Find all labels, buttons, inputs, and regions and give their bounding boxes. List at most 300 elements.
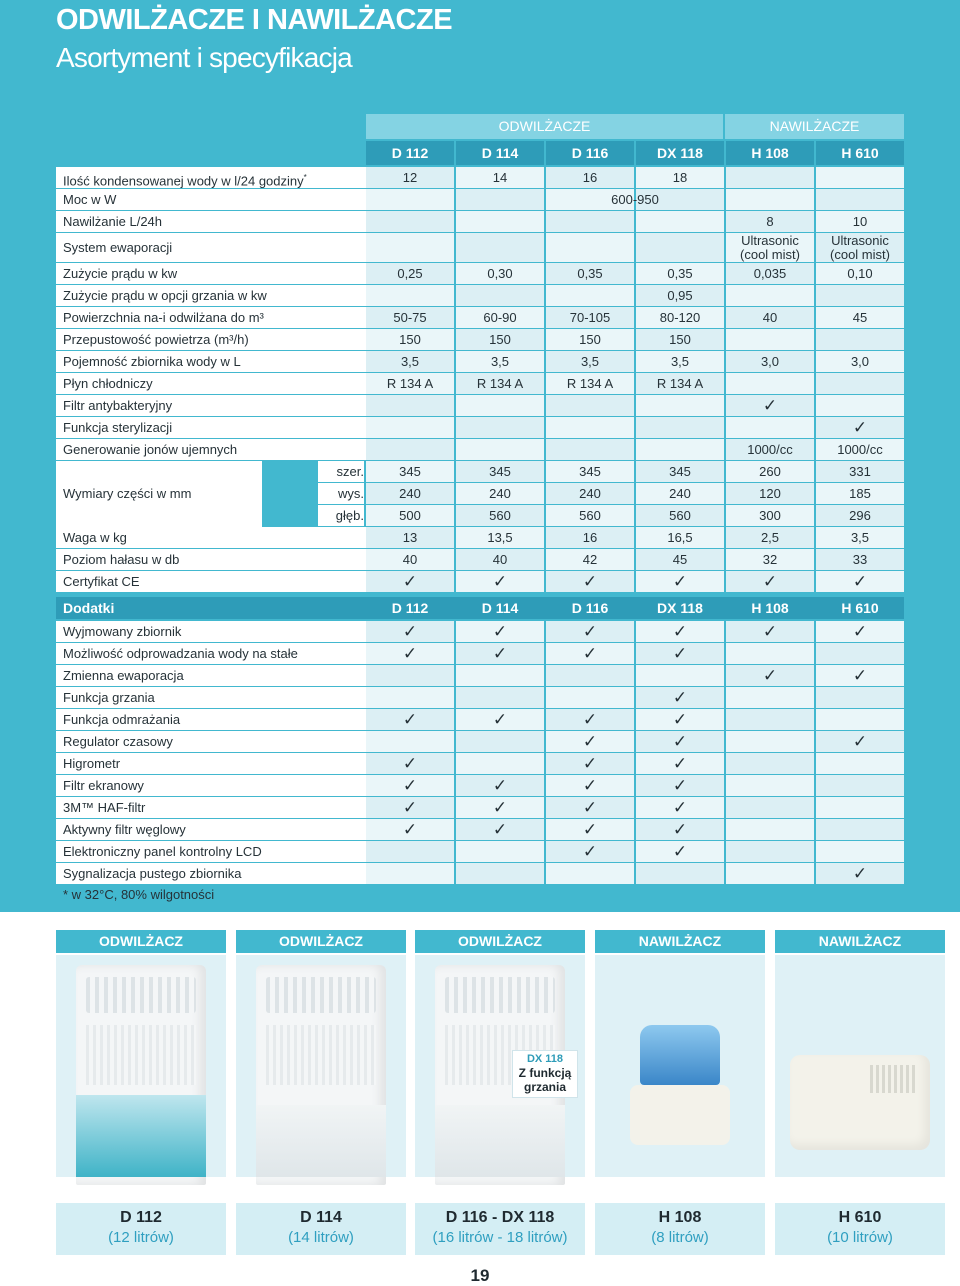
row-label: [56, 549, 366, 570]
table-cell: 331: [816, 461, 904, 482]
row-label: [56, 307, 366, 328]
water-tank: [435, 1105, 565, 1177]
row-label-text: Ilość kondensowanej wody w l/24 godziny: [63, 173, 304, 189]
table-cell: [726, 329, 814, 350]
page-number: 19: [470, 1266, 490, 1285]
table-row: [56, 687, 904, 708]
row-label: [56, 189, 366, 210]
table-cell: 2,5: [726, 527, 814, 548]
table-cell-span: 600-950: [611, 192, 659, 207]
table-row: [56, 527, 904, 548]
table-cell: ✓: [636, 841, 724, 862]
table-cell: ✓: [816, 417, 904, 438]
table-cell: [546, 211, 634, 232]
table-cell: [456, 731, 544, 752]
table-cell: 0,10: [816, 263, 904, 284]
table-cell: [726, 417, 814, 438]
table-cell: 150: [636, 329, 724, 350]
row-label: [56, 351, 366, 372]
row-label-text: Możliwość odprowadzania wody na stałe: [63, 646, 298, 661]
product-capacity: (10 litrów): [827, 1229, 893, 1246]
row-label-text: Higrometr: [63, 756, 121, 771]
table-cell: 260: [726, 461, 814, 482]
table-cell: 0,35: [546, 263, 634, 284]
table-cell: [366, 285, 454, 306]
table-cell: 500: [366, 505, 454, 526]
row-label-text: Funkcja sterylizacji: [63, 420, 173, 435]
table-cell: 240: [546, 483, 634, 504]
table-row: [56, 665, 904, 686]
row-label: [56, 643, 366, 664]
table-row: [56, 167, 904, 188]
table-cell: ✓: [726, 621, 814, 642]
table-cell: 0,035: [726, 263, 814, 284]
model-header: H 610: [816, 141, 904, 165]
table-row: [56, 417, 904, 438]
table-cell: [726, 709, 814, 730]
table-row: [56, 439, 904, 460]
table-cell: ✓: [726, 571, 814, 592]
table-cell: [456, 417, 544, 438]
model-header: D 112: [366, 141, 454, 165]
table-cell: ✓: [636, 571, 724, 592]
model-header: DX 118: [636, 141, 724, 165]
model-header: H 108: [726, 141, 814, 165]
row-label-text: 3M™ HAF-filtr: [63, 800, 146, 815]
table-cell: [636, 417, 724, 438]
table-cell: [726, 775, 814, 796]
row-label: [56, 687, 366, 708]
table-cell: Ultrasonic (cool mist): [816, 233, 904, 262]
table-cell: [726, 797, 814, 818]
table-cell: 18: [636, 167, 724, 188]
air-grille: [266, 977, 376, 1013]
table-cell: 14: [456, 167, 544, 188]
table-cell: 345: [546, 461, 634, 482]
product-name: H 108: [658, 1209, 702, 1226]
table-cell: [816, 709, 904, 730]
row-label: [56, 797, 366, 818]
table-cell: 560: [636, 505, 724, 526]
table-cell: [546, 395, 634, 416]
table-row: [56, 863, 904, 884]
table-cell: ✓: [546, 841, 634, 862]
table-cell: [636, 211, 724, 232]
air-grille: [445, 977, 555, 1013]
product-capacity: (8 litrów): [651, 1229, 709, 1246]
table-cell: ✓: [816, 731, 904, 752]
table-cell: [456, 211, 544, 232]
table-cell: 3,0: [726, 351, 814, 372]
row-label-text: Wyjmowany zbiornik: [63, 624, 182, 639]
row-label-text: Zużycie prądu w kw: [63, 266, 178, 281]
table-cell: ✓: [366, 819, 454, 840]
extras-model-header: H 108: [751, 600, 789, 616]
table-row: [56, 643, 904, 664]
table-cell: [456, 395, 544, 416]
row-label-text: Przepustowość powietrza (m³/h): [63, 332, 249, 347]
table-cell: [816, 775, 904, 796]
row-label-text: Zmienna ewaporacja: [63, 668, 184, 683]
table-cell: ✓: [456, 571, 544, 592]
table-cell: 3,5: [456, 351, 544, 372]
table-cell: ✓: [546, 709, 634, 730]
table-cell: ✓: [366, 775, 454, 796]
product-name: D 112: [120, 1209, 162, 1226]
table-cell: 0,95: [636, 285, 724, 306]
table-cell: 12: [366, 167, 454, 188]
table-cell: ✓: [366, 643, 454, 664]
table-cell: 345: [636, 461, 724, 482]
product-type-label: ODWILŻACZ: [415, 930, 585, 953]
table-cell: [816, 687, 904, 708]
product-capacity: (16 litrów - 18 litrów): [432, 1229, 568, 1246]
table-cell: [546, 687, 634, 708]
table-cell: ✓: [636, 687, 724, 708]
table-cell: ✓: [456, 643, 544, 664]
row-label: [56, 665, 366, 686]
table-cell: 240: [366, 483, 454, 504]
row-label-text: Poziom hałasu w db: [63, 552, 180, 567]
table-row: [56, 753, 904, 774]
table-cell: 0,30: [456, 263, 544, 284]
row-label: [56, 709, 366, 730]
table-cell: ✓: [636, 621, 724, 642]
extras-model-header: H 610: [841, 600, 879, 616]
table-cell: [726, 819, 814, 840]
table-cell: [816, 329, 904, 350]
row-label: [56, 233, 366, 262]
row-label: [56, 285, 366, 306]
table-cell: R 134 A: [636, 373, 724, 394]
table-cell: 10: [816, 211, 904, 232]
table-cell: 185: [816, 483, 904, 504]
row-label-text: Waga w kg: [63, 530, 127, 545]
row-label-text: Moc w W: [63, 192, 117, 207]
product-type-label: NAWILŻACZ: [595, 930, 765, 953]
product-label: [236, 1203, 406, 1255]
table-cell: ✓: [546, 643, 634, 664]
table-row: [56, 307, 904, 328]
table-cell: ✓: [636, 643, 724, 664]
heating-badge: [512, 1050, 578, 1098]
table-cell: 560: [546, 505, 634, 526]
product-image: [595, 955, 765, 1177]
table-cell: ✓: [456, 797, 544, 818]
dimension-sublabel: szer.: [318, 461, 364, 482]
table-cell: [636, 395, 724, 416]
table-cell: ✓: [636, 753, 724, 774]
row-label-text: Sygnalizacja pustego zbiornika: [63, 866, 242, 881]
table-cell: 80-120: [636, 307, 724, 328]
row-label-text: Generowanie jonów ujemnych: [63, 442, 238, 457]
page-subtitle: Asortyment i specyfikacja: [56, 42, 352, 73]
table-cell: ✓: [546, 753, 634, 774]
table-cell: 0,35: [636, 263, 724, 284]
table-cell: ✓: [366, 753, 454, 774]
product-name: D 116 - DX 118: [445, 1209, 555, 1226]
table-cell: ✓: [636, 731, 724, 752]
table-row: [56, 571, 904, 592]
table-cell: [636, 439, 724, 460]
product-type-label: NAWILŻACZ: [775, 930, 945, 953]
table-cell: [366, 417, 454, 438]
table-cell: ✓: [456, 709, 544, 730]
table-cell: 45: [816, 307, 904, 328]
table-cell: ✓: [456, 775, 544, 796]
table-cell: 120: [726, 483, 814, 504]
table-cell: ✓: [456, 819, 544, 840]
table-cell: [726, 285, 814, 306]
table-row: [56, 483, 904, 504]
table-cell: ✓: [546, 731, 634, 752]
row-label: [56, 211, 366, 232]
table-row: [56, 233, 904, 262]
table-cell: [726, 753, 814, 774]
table-cell: ✓: [816, 621, 904, 642]
table-cell: [456, 841, 544, 862]
table-row: [56, 731, 904, 752]
product-name: H 610: [838, 1209, 882, 1226]
table-cell: 16: [546, 167, 634, 188]
extras-header: [56, 597, 904, 619]
table-cell: [456, 863, 544, 884]
table-cell: [366, 211, 454, 232]
row-label: [56, 775, 366, 796]
row-label: [56, 571, 366, 592]
model-header: D 116: [546, 141, 634, 165]
table-cell: ✓: [816, 571, 904, 592]
table-cell: 3,5: [636, 351, 724, 372]
row-label-text: System ewaporacji: [63, 240, 173, 255]
table-cell: 1000/cc: [726, 439, 814, 460]
front-grille: [266, 1025, 376, 1085]
row-label: [56, 527, 366, 548]
product-capacity: (14 litrów): [288, 1229, 354, 1246]
model-header: D 114: [456, 141, 544, 165]
table-cell: [546, 439, 634, 460]
table-cell: ✓: [816, 863, 904, 884]
table-cell: [726, 731, 814, 752]
table-row: [56, 775, 904, 796]
product-label: [595, 1203, 765, 1255]
row-label: [56, 819, 366, 840]
table-cell: 3,0: [816, 351, 904, 372]
table-cell: [546, 417, 634, 438]
front-grille: [86, 1025, 196, 1085]
table-cell: 296: [816, 505, 904, 526]
table-cell: 32: [726, 549, 814, 570]
page-title: ODWILŻACZE I NAWILŻACZE: [56, 4, 453, 36]
extras-label: Dodatki: [63, 600, 115, 616]
table-row: [56, 819, 904, 840]
row-label: [56, 373, 366, 394]
table-cell: ✓: [726, 395, 814, 416]
table-cell: 300: [726, 505, 814, 526]
extras-model-header: D 116: [571, 600, 609, 616]
row-label: [56, 439, 366, 460]
table-cell: [366, 687, 454, 708]
table-cell: [726, 373, 814, 394]
table-cell: [816, 285, 904, 306]
table-cell: 0,25: [366, 263, 454, 284]
water-tank: [76, 1095, 206, 1177]
humidifier-base: [630, 1085, 730, 1145]
table-cell: ✓: [726, 665, 814, 686]
humidifier-tank: [640, 1025, 720, 1085]
table-cell: ✓: [636, 775, 724, 796]
table-cell: 240: [636, 483, 724, 504]
row-label: [56, 329, 366, 350]
table-cell: 3,5: [366, 351, 454, 372]
table-cell: 40: [726, 307, 814, 328]
table-cell: 42: [546, 549, 634, 570]
product-label: [775, 1203, 945, 1255]
table-cell: ✓: [636, 709, 724, 730]
table-row: [56, 505, 904, 526]
table-row: [56, 211, 904, 232]
badge-line3: grzania: [523, 1080, 566, 1094]
table-cell: [816, 643, 904, 664]
table-cell: Ultrasonic (cool mist): [726, 233, 814, 262]
table-cell: 345: [456, 461, 544, 482]
row-label: [56, 841, 366, 862]
table-cell: [366, 665, 454, 686]
table-cell: 45: [636, 549, 724, 570]
table-cell: 560: [456, 505, 544, 526]
row-label: [56, 621, 366, 642]
table-cell: [816, 841, 904, 862]
footnote: * w 32°C, 80% wilgotności: [63, 887, 215, 902]
product-type-label: ODWILŻACZ: [56, 930, 226, 953]
row-label: [56, 753, 366, 774]
product-name: D 114: [300, 1209, 342, 1226]
table-cell: ✓: [456, 621, 544, 642]
table-cell: [816, 753, 904, 774]
row-label: [56, 863, 366, 884]
table-cell: [456, 233, 544, 262]
extras-model-header: D 112: [391, 600, 429, 616]
row-label-text: Płyn chłodniczy: [63, 376, 153, 391]
table-cell: [816, 797, 904, 818]
badge-model: DX 118: [526, 1053, 564, 1065]
table-cell: [636, 233, 724, 262]
table-cell: R 134 A: [456, 373, 544, 394]
table-row: [56, 329, 904, 350]
table-cell: 240: [456, 483, 544, 504]
table-cell: [726, 167, 814, 188]
table-cell: [726, 687, 814, 708]
product-type-label: ODWILŻACZ: [236, 930, 406, 953]
air-grille: [86, 977, 196, 1013]
table-cell: 150: [546, 329, 634, 350]
table-cell: ✓: [546, 621, 634, 642]
row-label: [56, 167, 366, 188]
table-cell: ✓: [546, 819, 634, 840]
table-cell: [816, 373, 904, 394]
table-cell: [456, 753, 544, 774]
table-cell: ✓: [546, 797, 634, 818]
footnote-marker: *: [303, 173, 307, 182]
row-label-text: Zużycie prądu w opcji grzania w kw: [63, 288, 267, 303]
row-label-text: Powierzchnia na-i odwilżana do m³: [63, 310, 264, 325]
table-cell: R 134 A: [546, 373, 634, 394]
table-cell: ✓: [546, 571, 634, 592]
row-label-text: Certyfikat CE: [63, 574, 140, 589]
table-cell: 50-75: [366, 307, 454, 328]
table-cell: [636, 863, 724, 884]
group-header-dehumidifiers: ODWILŻACZE: [366, 114, 723, 139]
table-cell: [546, 863, 634, 884]
table-cell: [816, 167, 904, 188]
row-label: [56, 395, 366, 416]
row-label-text: Funkcja grzania: [63, 690, 155, 705]
table-cell: 40: [366, 549, 454, 570]
table-row: [56, 189, 904, 210]
row-label-text: Filtr ekranowy: [63, 778, 144, 793]
row-label: [56, 417, 366, 438]
table-cell: ✓: [546, 775, 634, 796]
table-cell: ✓: [636, 819, 724, 840]
vent-grille: [870, 1065, 915, 1093]
table-cell: [366, 439, 454, 460]
product-image: [56, 955, 226, 1177]
table-cell: 3,5: [816, 527, 904, 548]
table-cell: [546, 665, 634, 686]
table-row: [56, 461, 904, 482]
table-cell: 70-105: [546, 307, 634, 328]
table-cell: ✓: [366, 797, 454, 818]
water-tank: [256, 1105, 386, 1177]
table-cell: [366, 395, 454, 416]
table-cell: 13: [366, 527, 454, 548]
row-label-text: Funkcja odmrażania: [63, 712, 181, 727]
table-row: [56, 285, 904, 306]
table-cell: [366, 731, 454, 752]
product-label: [415, 1203, 585, 1255]
table-cell: [816, 395, 904, 416]
table-cell: [456, 665, 544, 686]
row-label-text: Elektroniczny panel kontrolny LCD: [63, 844, 262, 859]
table-cell: [456, 439, 544, 460]
table-row: [56, 709, 904, 730]
product-image: [775, 955, 945, 1177]
badge-line2: Z funkcją: [518, 1066, 572, 1080]
row-label: [56, 263, 366, 284]
product-image: [236, 955, 406, 1177]
table-cell: ✓: [366, 571, 454, 592]
table-row: [56, 549, 904, 570]
dimension-sublabel: głęb.: [318, 505, 364, 526]
table-cell: 16: [546, 527, 634, 548]
table-cell: 8: [726, 211, 814, 232]
table-cell: 1000/cc: [816, 439, 904, 460]
extras-model-header: D 114: [481, 600, 519, 616]
table-row: [56, 797, 904, 818]
table-cell: 150: [366, 329, 454, 350]
table-cell: 33: [816, 549, 904, 570]
table-cell: [456, 285, 544, 306]
table-cell: [726, 643, 814, 664]
table-row: [56, 395, 904, 416]
table-row: [56, 841, 904, 862]
table-cell: ✓: [636, 797, 724, 818]
table-cell: ✓: [366, 709, 454, 730]
row-label-text: Filtr antybakteryjny: [63, 398, 173, 413]
table-cell: [366, 233, 454, 262]
table-cell: [546, 233, 634, 262]
table-row: [56, 263, 904, 284]
